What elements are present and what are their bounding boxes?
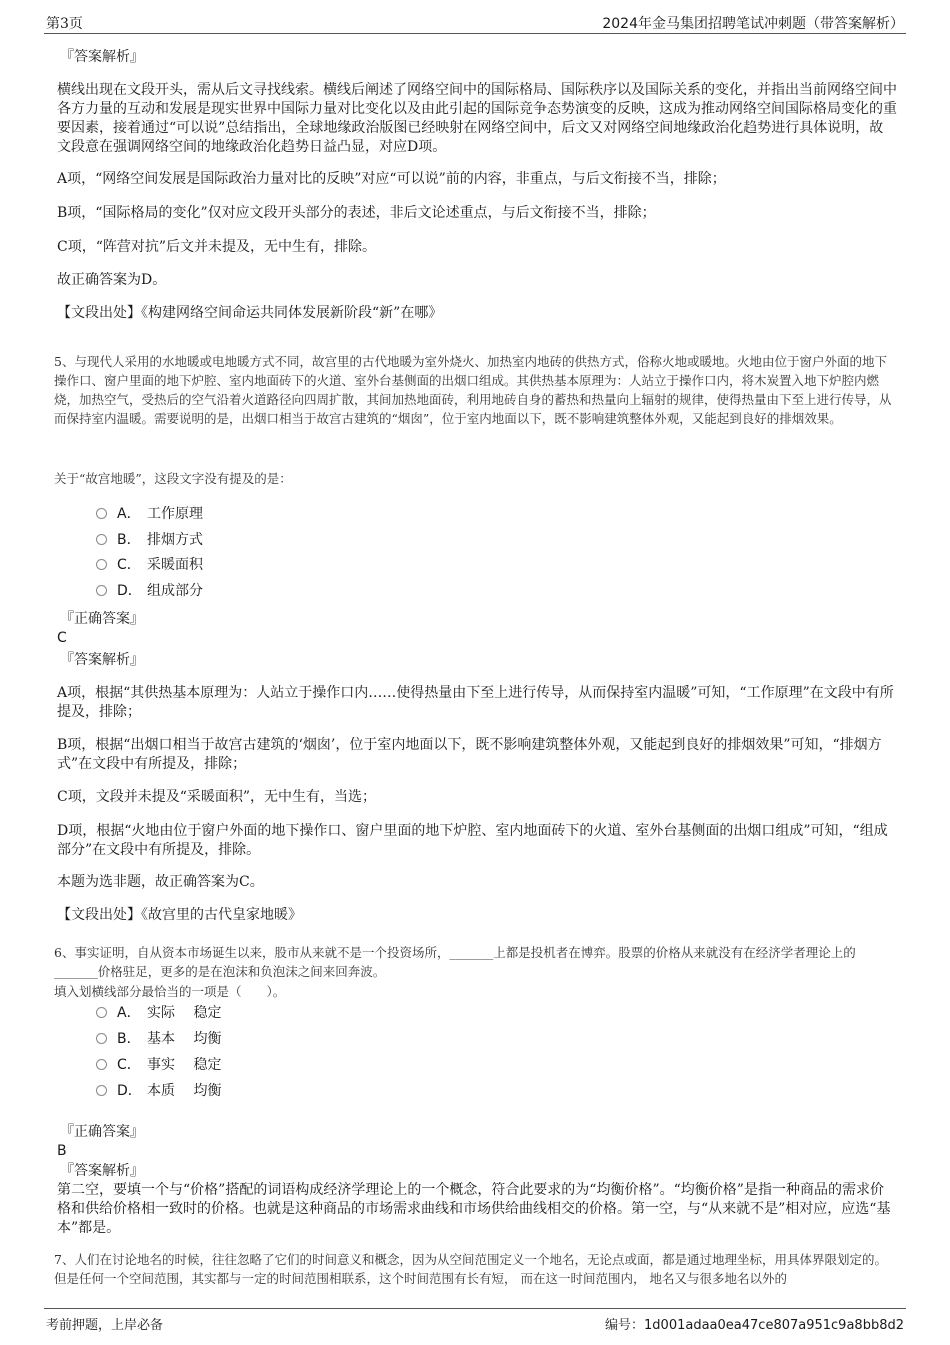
- option-text: 实际 稳定: [147, 1005, 222, 1021]
- q5-option-c[interactable]: [96, 556, 203, 575]
- radio-button[interactable]: [96, 1007, 107, 1018]
- q4-option-b-analysis: B项，“国际格局的变化”仅对应文段开头部分的表述，非后文论述重点，与后文衔接不当，排除；: [57, 205, 656, 221]
- footer-slogan: 考前押题，上岸必备: [46, 1318, 164, 1333]
- option-text: 工作原理: [147, 506, 203, 522]
- q6-analysis-label: 『答案解析』: [60, 1163, 144, 1179]
- q6-question: 填入划横线部分最恰当的一项是（ ）。: [54, 984, 286, 999]
- q5-option-b[interactable]: [96, 531, 203, 550]
- document-id: 编号：1d001adaa0ea47ce807a951c9a8bb8d2: [605, 1318, 904, 1333]
- radio-button[interactable]: [96, 508, 107, 519]
- q5-passage: 5、与现代人采用的水地暖或电地暖方式不同，故宫里的古代地暖为室外烧火、加热室内地砖的供热方式，俗称火地或暖地。火地由位于窗户外面的地下操作口、窗户里面的地下炉腔、室内地面砖下的火道、室外台基侧面的出烟口组成。其供热基本原理为：人站立于操作口内，将木炭置入地下炉腔内燃烧，加热空气，受热后的空气沿着火道路径向四周扩散，其间加热地面砖，利用地砖自身的蓄热和热量向上辐射的规律，使得热量由下至上进行传导，从而保持室内温暖。需要说明的是，出烟口相当于故宫古建筑的“烟囱”，位于室内地面以下，既不影响建筑整体外观，又能起到良好的排烟效果。: [54, 354, 892, 426]
- q6-correct-label: 『正确答案』: [60, 1124, 144, 1140]
- option-text: 本质 均衡: [147, 1083, 222, 1099]
- option-text: 基本 均衡: [147, 1031, 222, 1047]
- q5-correct-answer: C: [57, 630, 67, 646]
- option-letter: C．: [117, 1057, 141, 1073]
- option-letter: B．: [117, 1031, 141, 1047]
- option-letter: D．: [117, 583, 142, 599]
- q4-option-a-analysis: A项，“网络空间发展是国际政治力量对比的反映”对应“可以说”前的内容，非重点，与后文衔接不当，排除；: [57, 171, 726, 187]
- q5-option-d[interactable]: [96, 582, 203, 601]
- radio-button[interactable]: [96, 559, 107, 570]
- q5-option-d-analysis: D项，根据“火地由位于窗户外面的地下操作口、窗户里面的地下炉腔、室内地面砖下的火道、室外台基侧面的出烟口组成”可知，“组成部分”在文段中有所提及，排除。: [57, 823, 888, 858]
- option-text: 事实 稳定: [147, 1057, 222, 1073]
- q4-answer: 故正确答案为D。: [57, 272, 167, 288]
- q7-passage: 7、人们在讨论地名的时候，往往忽略了它们的时间意义和概念，因为从空间范围定义一个地名，无论点或面，都是通过地理坐标，用具体界限划定的。但是任何一个空间范围，其实都与一定的时间范围相联系，这个时间范围有长有短， 而在这一时间范围内， 地名又与很多地名以外的: [54, 1252, 887, 1286]
- q4-analysis: 横线出现在文段开头，需从后文寻找线索。横线后阐述了网络空间中的国际格局、国际秩序以及国际关系的变化，并指出当前网络空间中各方力量的互动和发展是现实世界中国际力量对比变化以及由此引起的国际竞争态势演变的反映，这成为推动网络空间国际格局变化的重要因素，接着通过“可以说”总结指出，全球地缘政治版图已经映射在网络空间中，后文又对网络空间地缘政治化趋势进行具体说明，故文段意在强调网络空间的地缘政治化趋势日益凸显，对应D项。: [57, 82, 897, 155]
- q5-option-b-analysis: B项，根据“出烟口相当于故宫古建筑的‘烟囱’，位于室内地面以下，既不影响建筑整体外观，又能起到良好的排烟效果”可知，“排烟方式”在文段中有所提及，排除；: [57, 737, 882, 772]
- option-letter: C．: [117, 557, 141, 573]
- q6-analysis: 第二空，要填一个与“价格”搭配的词语构成经济学理论上的一个概念，符合此要求的为“均衡价格”。“均衡价格”是指一种商品的需求价格和供给价格相一致时的价格。也就是这种商品的市场需求曲线和市场供给曲线相交的价格。第一空，与“从来就不是”相对应，应选“基本”都是。: [57, 1182, 891, 1236]
- page-number: 第3页: [46, 16, 83, 32]
- header-divider: [44, 33, 906, 34]
- q4-analysis-label: 『答案解析』: [60, 49, 144, 65]
- q4-source: 【文段出处】《构建网络空间命运共同体发展新阶段“新”在哪》: [57, 305, 443, 321]
- q6-correct-answer: B: [57, 1143, 67, 1159]
- q5-question: 关于“故宫地暖”，这段文字没有提及的是：: [54, 471, 292, 486]
- option-letter: A．: [117, 1005, 141, 1021]
- q6-option-c[interactable]: [96, 1056, 221, 1075]
- q5-option-a-analysis: A项，根据“其供热基本原理为：人站立于操作口内……使得热量由下至上进行传导，从而保持室内温暖”可知，“工作原理”在文段中有所提及，排除；: [57, 685, 894, 720]
- q5-answer: 本题为选非题，故正确答案为C。: [57, 874, 264, 890]
- q5-source: 【文段出处】《故宫里的古代皇家地暖》: [57, 907, 302, 923]
- option-letter: D．: [117, 1083, 142, 1099]
- q6-option-a[interactable]: [96, 1004, 221, 1023]
- option-text: 采暖面积: [147, 557, 203, 573]
- option-letter: B．: [117, 532, 141, 548]
- radio-button[interactable]: [96, 534, 107, 545]
- q6-option-d[interactable]: [96, 1082, 221, 1101]
- option-letter: A．: [117, 506, 141, 522]
- option-text: 组成部分: [147, 583, 203, 599]
- q6-passage: 6、事实证明，自从资本市场诞生以来，股市从来就不是一个投资场所，_______上都是投机者在博弈。股票的价格从来就没有在经济学者理论上的_______价格驻足，更多的是在泡沫和负泡沫之间来回奔波。: [54, 945, 856, 979]
- radio-button[interactable]: [96, 585, 107, 596]
- radio-button[interactable]: [96, 1059, 107, 1070]
- document-title: 2024年金马集团招聘笔试冲刺题（带答案解析）: [602, 16, 904, 32]
- radio-button[interactable]: [96, 1085, 107, 1096]
- q4-option-c-analysis: C项，“阵营对抗”后文并未提及，无中生有，排除。: [57, 239, 377, 255]
- option-text: 排烟方式: [147, 532, 203, 548]
- q5-option-c-analysis: C项，文段并未提及“采暖面积”，无中生有，当选；: [57, 789, 377, 805]
- q6-option-b[interactable]: [96, 1030, 221, 1049]
- footer-divider: [44, 1308, 906, 1309]
- q5-correct-label: 『正确答案』: [60, 611, 144, 627]
- q5-option-a[interactable]: [96, 505, 203, 524]
- radio-button[interactable]: [96, 1033, 107, 1044]
- q5-analysis-label: 『答案解析』: [60, 652, 144, 668]
